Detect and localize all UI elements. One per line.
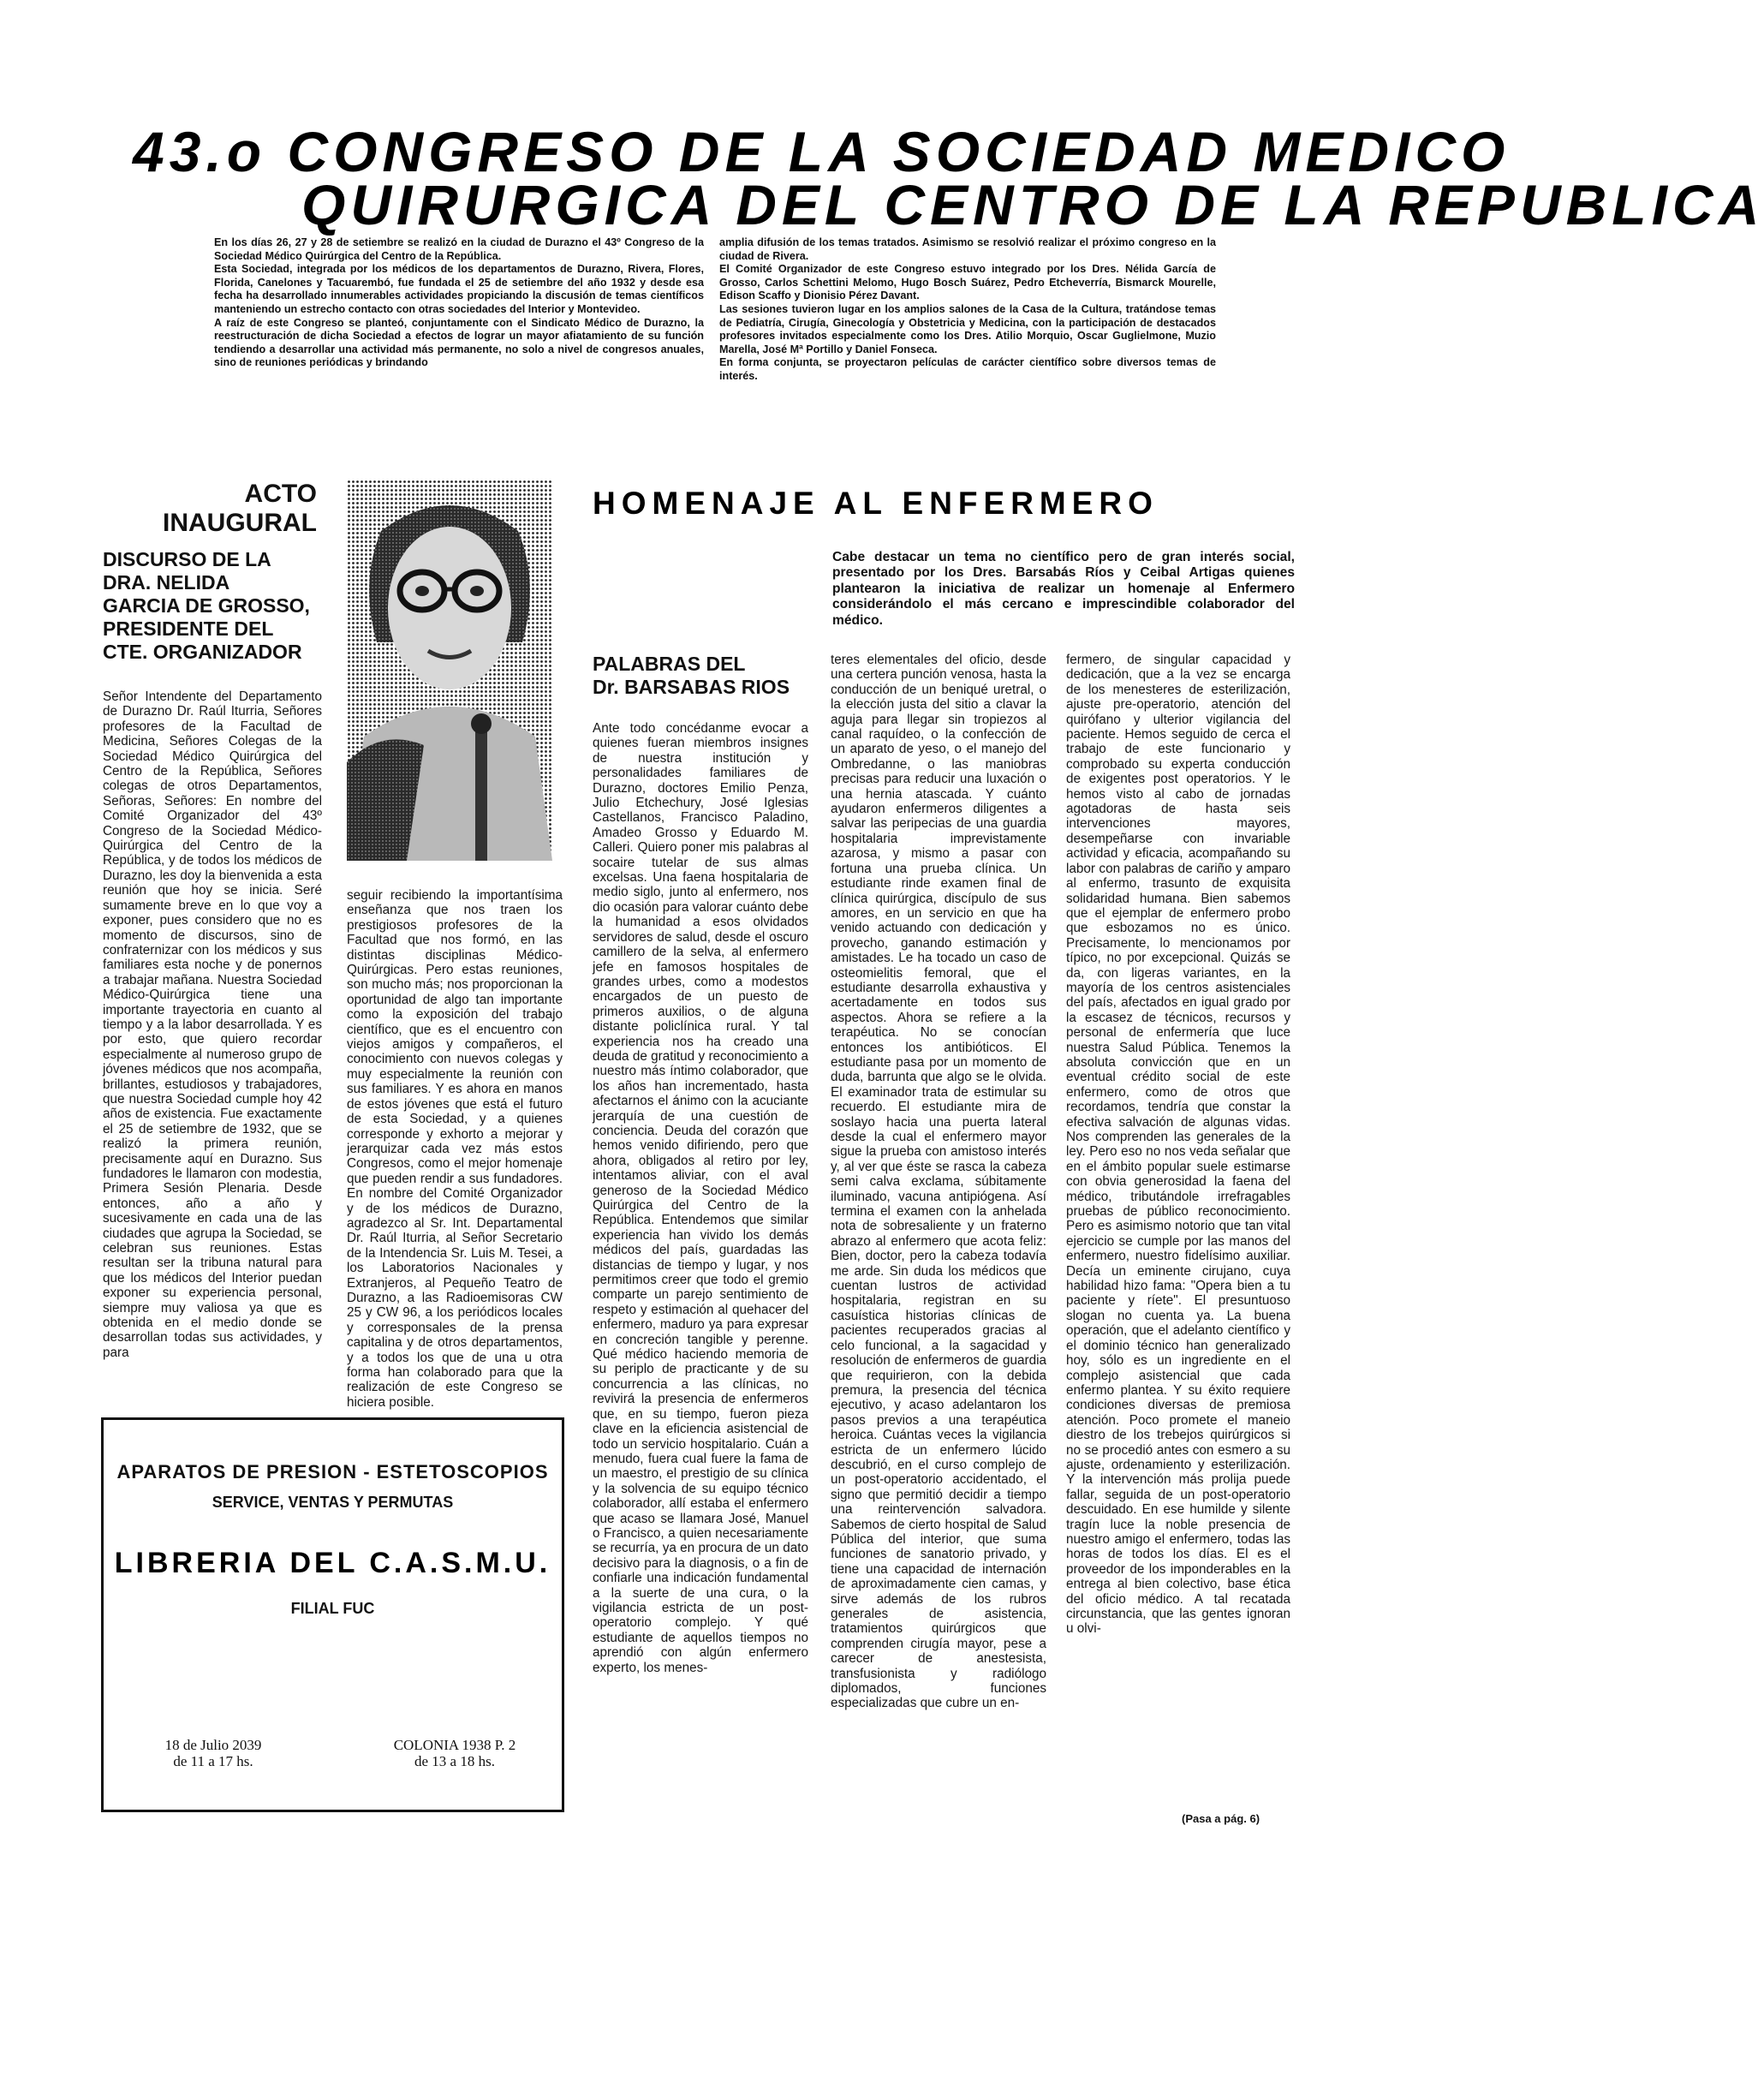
intro-right-column [719,236,1216,384]
intro-left-column [214,236,704,370]
acto-title-line: INAUGURAL [163,509,317,537]
acto-subtitle-line: DRA. NELIDA [103,571,230,594]
advertisement-box [101,1417,564,1812]
ad-branch: FILIAL FUC [290,1600,375,1617]
acto-subtitle-line: PRESIDENTE DEL [103,617,274,640]
ad-address-2 [378,1737,532,1769]
portrait-photo [347,480,552,861]
ad-address-1 [136,1737,290,1769]
acto-subtitle-line: GARCIA DE GROSSO, [103,594,310,617]
intro-right-paragraph: En forma conjunta, se proyectaron películas de carácter científico sobre diversos temas de interés. [719,356,1216,382]
intro-right-paragraph: amplia difusión de los temas tratados. Asimismo se resolvió realizar el próximo congreso en la ciudad de Rivera. [719,236,1216,262]
homenaje-column-2: teres elementales del oficio, desde una certera punción venosa, hasta la conducción de un beniqué uretral, o la elección justa del sitio a clavar la aguja para llegar sin tropiezos al canal raquídeo, o la confección de un aparato de yeso, o el manejo del Ombredanne, o las maniobras precisas para reducir una luxación o una hernia atascada. Y cuánto ayudaron enfermeros diligentes a salvar las peripecias de una guardia hospitalaria imprevistamente azarosa, y mismo a pasar con fortuna una prueba clínica. Un estudiante rinde examen final de clínica quirúrgica, discípulo de sus amores, en un servicio en que ha venido actuando con dedicación y provecho, ganando estimación y amistades. Le ha tocado un caso de osteomielitis femoral, que el estudiante desarrolla exhaustiva y acertadamente en todos sus aspectos. Ahora se refiere a la terapéutica. No se conocían entonces los antibióticos. El estudiante pasa por un momento de duda, barrunta que algo se le olvida. El examinador trata de estimular su recuerdo. El estudiante mira de soslayo hacia una puerta lateral desde la cual el enfermero mayor sigue la prueba con amistoso interés y, al ver que éste se rasca la cabeza semi calva exclama, súbitamente iluminado, vacuna antipiógena. Así termina el examen con la anhelada nota de sobresaliente y un fraterno abrazo al enfermero que acota feliz: Bien, doctor, pero la cabeza todavía me arde. Sin duda los médicos que cuentan lustros de actividad hospitalaria, registran en su casuística historias clínicas de pacientes recuperados gracias al celo funcional, a la sagacidad y resolución de enfermeros de guardia que requirieron, con la debida premura, la presencia del técnica ejecutivo, y acaso adelantaron los pasos previos a una terapéutica heroica. Cuántas veces la vigilancia estricta de un enfermero lúcido descubrió, en el curso complejo de un post-operatorio accidentado, el signo que permitió decidir a tiempo una reintervención salvadora. Sabemos de cierto hospital de Salud Pública del interior, que suma funciones de sanatorio privado, y tiene una capacidad de internación de aproximadamente cien camas, y sirve además de los rubros generales de asistencia, tratamientos quirúrgicos que comprenden cirugía mayor, pese a carecer de anestesista, transfusionista y radiólogo diplomados, funciones especializadas que cubre un en- [831,653,1046,1711]
acto-title-line: ACTO [244,480,317,508]
continued-note: (Pasa a pág. 6) [1182,1812,1260,1825]
acto-subtitle-line: CTE. ORGANIZADOR [103,641,302,663]
headline-line-2: QUIRURGICA DEL CENTRO DE LA REPUBLICA [301,173,1764,236]
ad-address-1-line: 18 de Julio 2039 [164,1737,262,1753]
ad-address-2-line: COLONIA 1938 P. 2 [393,1737,516,1753]
ad-brand: LIBRERIA DEL C.A.S.M.U. [114,1547,551,1579]
intro-right-paragraph: El Comité Organizador de este Congreso estuvo integrado por los Dres. Nélida García de Grosso, Carlos Schettini Melomo, Hugo Bosch Suárez, Pedro Etcheverría, Bismarck Mourelle, Edison Scaffo y Dionisio Pérez Davant. [719,263,1216,302]
ad-address-1-line: de 11 a 17 hs. [173,1753,253,1769]
ad-line-1: APARATOS DE PRESION - ESTETOSCOPIOS [116,1461,549,1482]
homenaje-column-1: Ante todo concédanme evocar a quienes fueran miembros insignes de nuestra institución y personalidades familiares de Durazno, doctores Emilio Penza, Julio Etchechury, José Iglesias Castellanos, Francisco Paladino, Amadeo Grosso y Eduardo M. Calleri. Quiero poner mis palabras al socaire tutelar de sus almas excelsas. Una faena hospitalaria de medio siglo, junto al enfermero, nos dio ocasión para valorar cuánto debe la humanidad a esos olvidados servidores de salud, desde el oscuro camillero de la selva, al enfermero jefe en famosos hospitales de grandes urbes, como a modestos encargados de un puesto de primeros auxilios, o de alguna distante policlínica rural. Y tal experiencia nos ha creado una deuda de gratitud y reconocimiento a nuestro más íntimo colaborador, que los años han incrementado, hasta afectarnos el ánimo con la acuciante jerarquía de una cuestión de conciencia. Deuda del corazón que hemos venido difiriendo, pero que ahora, obligados al retiro por ley, intentamos aliviar, con el aval generoso de la Sociedad Médico Quirúrgica del Centro de la República. Entendemos que similar experiencia han vivido los demás médicos del país, guardadas las distancias de tiempo y lugar, y nos permitimos creer que todo el gremio comparte un parejo sentimiento de respeto y estimación al quehacer del enfermero, maduro ya para expresar en concreción tangible y perenne. Qué médico haciendo memoria de su periplo de practicante y de su concurrencia a las clínicas, no revivirá la presencia de enfermeros que, en su tiempo, fueron pieza clave en la eficiencia asistencial de todo un servicio hospitalario. Cuán a menudo, fuera cual fuere la fama de un maestro, el prestigio de su clínica y la solvencia de su equipo técnico colaborador, allí estaba el enfermero que acaso se llamara José, Manuel o Francisco, a quien necesariamente se recurría, ya en procura de un dato decisivo para la diagnosis, o a fin de confiarle una indicación fundamental a la suerte de una cura, o la vigilancia estricta de un post-operatorio complejo. Y qué estudiante de aquellos tiempos no aprendió con algún enfermero experto, los menes- [593,721,808,1675]
intro-left-paragraph: En los días 26, 27 y 28 de setiembre se realizó en la ciudad de Durazno el 43º Congreso de la Sociedad Médico Quirúrgica del Centro de la República. [214,236,704,262]
homenaje-title: HOMENAJE AL ENFERMERO [593,486,1159,521]
ad-address-2-line: de 13 a 18 hs. [414,1753,495,1769]
acto-column-1: Señor Intendente del Departamento de Durazno Dr. Raúl Iturria, Señores profesores de la Facultad de Medicina, Señores Colegas de la Sociedad Médico Quirúrgica del Centro de la República, Señores colegas de otros Departamentos, Señoras, Señores: En nombre del Comité Organizador del 43º Congreso de la Sociedad Médico-Quirúrgica del Centro de la República, y de todos los médicos de Durazno, les doy la bienvenida a esta reunión que hoy se inicia. Seré sumamente breve en lo que voy a exponer, pues considero que no es momento de discursos, sino de confraternizar con los médicos y sus familiares esta noche y de ponernos a trabajar mañana. Nuestra Sociedad Médico-Quirúrgica tiene una importante trayectoria en cuanto al tiempo y a la labor desarrollada. Y es por esto, que quiero recordar especialmente al numeroso grupo de jóvenes médicos que nos acompaña, brillantes, estudiosos y trabajadores, que nuestra Sociedad cumple hoy 42 años de existencia. Fue exactamente el 25 de setiembre de 1932, que se realizó la primera reunión, precisamente aquí en Durazno. Sus fundadores le llamaron con modestia, Primera Sesión Plenaria. Desde entonces, año a año y sucesivamente en cada una de las ciudades que agrupa la Sociedad, se celebran sus reuniones. Estas resultan ser la tribuna natural para que los médicos del Interior puedan exponer su experiencia personal, siempre muy valiosa ya que es obtenida en el medio donde se desarrollan todas sus actividades, y para [103,689,322,1360]
acto-subtitle-line: DISCURSO DE LA [103,548,271,570]
intro-left-paragraph: A raíz de este Congreso se planteó, conjuntamente con el Sindicato Médico de Durazno, la reestructuración de dicha Sociedad a efectos de lograr un mayor afiatamiento de su función tendiendo a desarrollar una actividad más permanente, no solo a nivel de congresos anuales, sino de reuniones periódicas y brindando [214,316,704,369]
portrait-photo-graphic [347,480,552,861]
ad-line-2: SERVICE, VENTAS Y PERMUTAS [212,1494,454,1511]
homenaje-subtitle-line: PALABRAS DEL [593,653,746,675]
headline-line-1: 43.o CONGRESO DE LA SOCIEDAD MEDICO [133,120,1511,183]
acto-title [103,480,317,538]
homenaje-subtitle-line: Dr. BARSABAS RIOS [593,676,790,698]
intro-right-paragraph: Las sesiones tuvieron lugar en los amplios salones de la Casa de la Cultura, tratándose temas de Pediatría, Cirugía, Ginecología y Obstetricia y Medicina, con la participación de destacados profesores invitados especialmente como los Dres. Atilio Morquio, Oscar Guglielmone, Muzio Marella, José Mª Portillo y Daniel Fonseca. [719,302,1216,355]
acto-column-2: seguir recibiendo la importantísima enseñanza que nos traen los prestigiosos profesores de la Facultad que nos formó, en las distintas disciplinas Médico-Quirúrgicas. Pero estas reuniones, son mucho más; nos proporcionan la oportunidad de algo tan importante como la exposición del trabajo científico, que es el encuentro con viejos amigos y compañeros, el conocimiento con nuevos colegas y muy especialmente la reunión con sus familiares. Y es ahora en manos de estos jóvenes que está el futuro de esta Sociedad, y a quienes corresponde y exhorto a mejorar y jerarquizar cada vez más estos Congresos, como el mejor homenaje que pueden rendir a sus fundadores. En nombre del Comité Organizador y de los médicos de Durazno, agradezco al Sr. Int. Departamental Dr. Raúl Iturria, al Señor Secretario de la Intendencia Sr. Luis M. Tesei, a los Laboratorios Nacionales y Extranjeros, al Pequeño Teatro de Durazno, a las Radioemisoras CW 25 y CW 96, a los periódicos locales y corresponsales de la prensa capitalina y de otros departamentos, y a todos los que de una u otra forma han colaborado para que la realización de este Congreso se hiciera posible. [347,888,563,1410]
acto-subtitle [103,548,325,664]
intro-left-paragraph: Esta Sociedad, integrada por los médicos de los departamentos de Durazno, Rivera, Flores, Florida, Canelones y Tacuarembó, fue fundada el 25 de setiembre del año 1932 y desde esa fecha ha desarrollado innumerables actividades propiciando la discusión de temas científicos manteniendo un estrecho contacto con otras sociedades del Interior y Montevideo. [214,263,704,315]
homenaje-lead: Cabe destacar un tema no científico pero de gran interés social, presentado por los Dres. Barsabás Ríos y Ceibal Artigas quienes plantearon la iniciativa de realizar un homenaje al Enfermero considerándolo el más cercano e imprescindible colaborador del médico. [832,550,1295,628]
homenaje-column-3: fermero, de singular capacidad y dedicación, que a la vez se encarga de los menesteres de esterilización, ajuste pre-operatorio, atención del quirófano y ulterior vigilancia del paciente. Hemos seguido de cerca el trabajo de este funcionario y comprobado su experta conducción de exigentes post operatorios. Y le hemos visto al cabo de jornadas agotadoras de hasta seis intervenciones mayores, desempeñarse con invariable actividad y eficacia, acompañando su labor con palabras de cariño y amparo al enfermo, trasunto de exquisita solidaridad humana. Bien sabemos que el ejemplar de enfermero probo que esbozamos no es único. Precisamente, lo mencionamos por típico, no por excepcional. Quizás se da, con ligeras variantes, en la mayoría de los centros asistenciales del país, afectados en igual grado por la escasez de técnicos, recursos y personal de enfermería que luce nuestra Salud Pública. Tenemos la absoluta convicción que en un eventual crédito social de este enfermero, como de otros que recordamos, tendría que constar la efectiva salvación de algunas vidas. Nos comprenden las generales de la ley. Pero eso no nos veda señalar que en el ámbito popular suele estimarse con obvia generosidad la faena del médico, tributándole irrefragables pruebas de público reconocimiento. Pero es asimismo notorio que tan vital ejercicio se cumple por las manos del enfermero, nuestro fidelísimo auxiliar. Decía un eminente cirujano, cuya habilidad hizo fama: "Opera bien a tu paciente y ríete". El presuntuoso slogan no cuenta ya. La buena operación, que el adelanto científico y el dominio técnico han generalizado hoy, sólo es un ingrediente en el complejo asistencial que cada enfermo plantea. Y su éxito requiere condiciones diversas de premiosa atención. Poco promete el maneio diestro de los trebejos quirúrgicos si no se procedió antes con esmero a su ajuste, ordenamiento y esterilización. Y la intervención más prolija puede fallar, seguida de un post-operatorio descuidado. En ese humilde y silente tragín luce la noble presencia de nuestro amigo el enfermero, todas las horas de todos los días. El es el proveedor de los imponderables en la entrega al bien colectivo, base ética del oficio médico. A tal recatada circunstancia, que las gentes ignoran u olvi- [1066,653,1290,1637]
homenaje-subtitle [593,653,807,699]
